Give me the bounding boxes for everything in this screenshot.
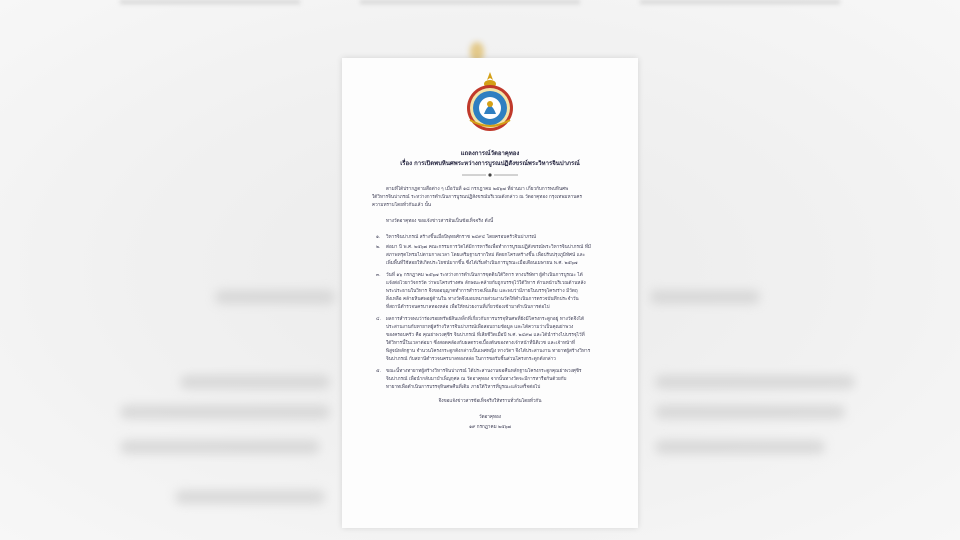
temple-seal-icon	[462, 70, 518, 134]
bg-blur-line	[120, 440, 320, 454]
item-line: จินปาภรณ์ เพื่อนำกลับมาบำเพ็ญกุศล ณ วัดอาคุทอง จากนั้นทางวัดจะมีการหารือกันด้วยกับ	[386, 377, 567, 382]
item-line: สภาพทรุดโทรมไปตามกาลเวลา โดยเสริมฐานรากใหม่ ดีดยกโครงสร้างขึ้น เพื่อปรับปรุงภูมิทัศน์ และ	[386, 253, 586, 258]
item-line: จินปาภรณ์ กับสถานีตำรวจนครบาลทองหล่อ ในการขอรับชิ้นส่วนโครงกระดูกดังกล่าว	[386, 357, 556, 362]
bg-blur-line	[215, 290, 335, 304]
item-line: แจ้งต่อไวยาวัจกรวัด ว่าพบโครงร่างศพ ลักษณะคล้ายกับถูกบรรจุไว้ใต้วิหาร ด้านหน้าบริเวณด้านหลัง	[386, 281, 586, 286]
item-line: ผลการสำรวจพบว่าร่องรอยทรัพย์สินเหล็กที่เกี่ยวกับการบรรจุหินศพที่ยังมีโครงกระดูกอยู่ ทางวัดจึงได้	[386, 317, 585, 322]
item-number: ๒.	[376, 245, 381, 250]
intro-line: ตามที่ได้ปรากฏตามสื่อต่าง ๆ เมื่อวันที่ ๑๘ กรกฎาคม ๒๕๖๗ ที่ผ่านมา เกี่ยวกับการพบหินศพ	[386, 187, 569, 192]
item-line: ที่สถานีตำรวจนครบาลทองหล่อ เพื่อให้หน่วยงานที่เกี่ยวข้องเข้ามาดำเนินการต่อไป	[386, 305, 550, 310]
statement-date: ๑๙ กรกฎาคม ๒๕๖๗	[469, 425, 511, 430]
bg-blur-line	[175, 490, 325, 504]
bg-blur-line	[120, 405, 330, 419]
intro-line: ความทราบโดยทั่วกันแล้ว นั้น	[372, 203, 432, 208]
closing-line: จึงขอแจ้งข่าวสารข้อเท็จจริงให้ทราบทั่วกันโดยทั่วกัน	[438, 399, 542, 404]
item-number: ๓.	[376, 273, 381, 278]
bg-blur-strip	[360, 0, 580, 4]
statement-document	[342, 58, 638, 528]
bg-blur-line	[650, 290, 760, 304]
item-number: ๕.	[376, 369, 381, 374]
bg-blur-strip	[640, 0, 840, 4]
intro-line: ใต้วิหารจินปาภรณ์ ระหว่างการดำเนินการบูรณปฏิสังขรณ์บริเวณดังกล่าว ณ วัดอาคุทอง กรุงเทพมหานคร	[372, 195, 583, 200]
item-number: ๔.	[376, 317, 381, 322]
item-line: พิสูจน์หลักฐาน จำนวนโครงกระดูกดังกล่าวเป็นเพศหญิง ทางวัดฯ จึงได้ประสานงาน ทายาทผู้สร้างวิหาร	[386, 349, 591, 354]
item-line: ต่อมา ปี พ.ศ. ๒๕๖๗ คณะกรรมการวัดได้มีการหารือเพื่อทำการบูรณปฏิสังขรณ์พระวิหารจินปาภรณ์ ที่มี	[386, 245, 591, 250]
item-line: วิหารจินปาภรณ์ สร้างขึ้นเมื่อปีพุทธศักราช ๒๔๙๔ โดยครอบครัวจินปาภรณ์	[386, 235, 537, 240]
item-line: ใต้วิหารนี้ในเวลาต่อมา ซึ่งสอดคล้องกับผลตรวจเบื้องต้นของทางเจ้าหน้าที่นิติเวช และเจ้าหน้าที่	[386, 341, 575, 346]
item-line: ของครอบครัว คือ คุณย่าพวงศุชิร จินปาภรณ์ ที่เสียชีวิตเมื่อปี พ.ศ. ๒๔๙๗ และได้นำร่างไปบรรจุไว้ที่	[386, 333, 585, 338]
divider-ornament-icon	[460, 172, 520, 178]
item-line: เพิ่มพื้นที่ใช้สอยให้เกิดประโยชน์มากขึ้น ซึ่งได้เริ่มดำเนินการบูรณะเมื่อเดือนเมษายน พ.ศ. ๒๕๖๗	[386, 261, 578, 266]
item-number: ๑.	[376, 235, 381, 240]
item-line: พระประธานในวิหาร จึงขออนุญาตทำการสำรวจเพิ่มเติม และพบว่ามีภายในบรรจุโครงร่าง มีวัตถุ	[386, 289, 578, 294]
item-line: ประสานงานกับทายาทผู้สร้างวิหารจินปาภรณ์เพื่อสอบถามข้อมูล และได้ความว่าเป็นคุณย่าพวง	[386, 325, 574, 330]
bg-blur-line	[655, 405, 845, 419]
item-line: ทายาทเพื่อดำเนินการบรรจุหินศพคืนที่เดิม ภายใต้วิหารที่บูรณะแล้วเสร็จต่อไป	[386, 385, 541, 390]
signatory: วัดอาคุทอง	[478, 415, 501, 420]
bg-blur-line	[655, 375, 855, 389]
bg-blur-strip	[120, 0, 300, 4]
item-line: สิ่งเหลือ คล้ายหินศพอยู่ด้านใน ทางวัดจึงมอบหมายส่วนงานวัดให้ดำเนินการตรวจบันทึกประจำวัน	[386, 297, 579, 302]
document-title: แถลงการณ์วัดอาคุทอง	[460, 150, 520, 157]
lead-line: ทางวัดอาคุทอง ขอแจ้งข่าวสารอันเป็นข้อเท็จจริง ดังนี้	[386, 219, 494, 224]
bg-blur-line	[655, 440, 825, 454]
bg-blur-line	[180, 375, 330, 389]
document-subject: เรื่อง การเปิดพบหินศพระหว่างการบูรณปฏิสังขรณ์พระวิหารจินปาภรณ์	[400, 160, 580, 167]
item-line: วันที่ ๑๖ กรกฎาคม ๒๕๖๗ ระหว่างการดำเนินการขุดดินใต้วิหาร ทางบริษัทฯ ผู้ดำเนินการบูรณะ ได้	[386, 273, 583, 278]
item-line: ขณะนี้ทางทายาทผู้สร้างวิหารจินปาภรณ์ ได้ประสานงานขอคืนหลักฐานโครงกระดูกคุณย่าพวงศุชิร	[386, 369, 582, 374]
